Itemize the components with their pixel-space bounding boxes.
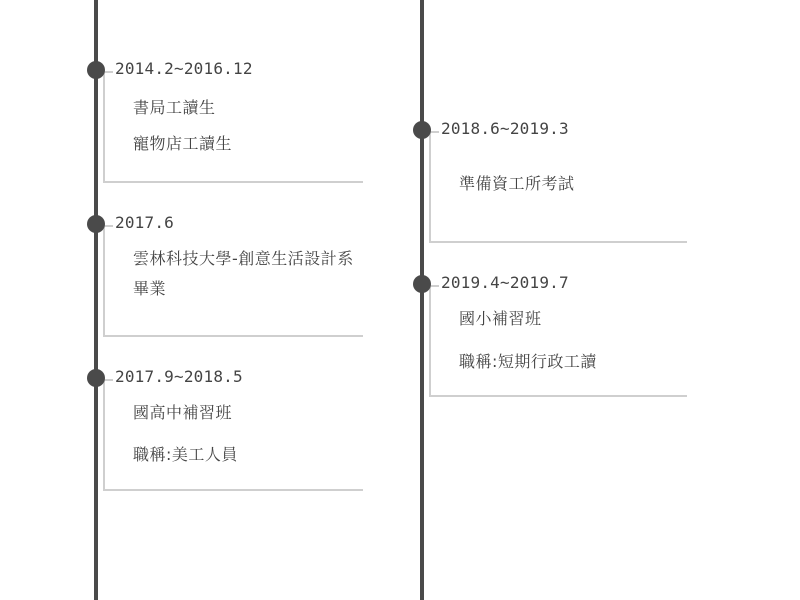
entry-line: 國高中補習班 [133, 403, 233, 422]
timeline-entry [87, 215, 363, 339]
timeline-entry [87, 369, 363, 493]
entry-line: 準備資工所考試 [459, 174, 575, 193]
entry-date: 2017.9~2018.5 [115, 367, 243, 386]
entry-line: 職稱:美工人員 [133, 445, 238, 464]
entry-line: 畢業 [133, 279, 167, 298]
entry-line: 國小補習班 [459, 309, 542, 328]
timeline-dot-icon [87, 61, 105, 79]
entry-line: 寵物店工讀生 [133, 134, 233, 153]
entry-bracket [429, 285, 687, 397]
timeline-entry [413, 121, 689, 245]
timeline-dot-icon [87, 369, 105, 387]
entry-line: 雲林科技大學-創意生活設計系 [133, 249, 354, 268]
timeline-dot-icon [87, 215, 105, 233]
entry-date: 2017.6 [115, 213, 174, 232]
entry-line: 職稱:短期行政工讀 [459, 352, 597, 371]
entry-date: 2014.2~2016.12 [115, 59, 253, 78]
timeline-entry [87, 61, 363, 185]
entry-bracket [103, 71, 363, 183]
entry-line: 書局工讀生 [133, 98, 216, 117]
entry-date: 2019.4~2019.7 [441, 273, 569, 292]
timeline-entry [413, 275, 689, 399]
entry-bracket [103, 379, 363, 491]
entry-date: 2018.6~2019.3 [441, 119, 569, 138]
timeline-dot-icon [413, 275, 431, 293]
timeline-dot-icon [413, 121, 431, 139]
